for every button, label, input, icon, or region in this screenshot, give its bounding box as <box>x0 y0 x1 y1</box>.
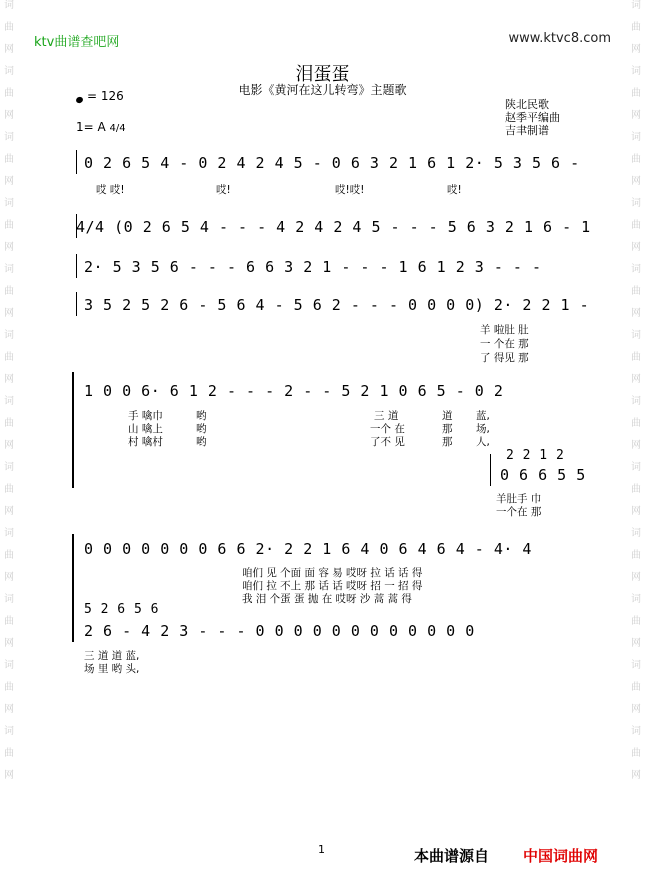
lyric-5b-b: 一个在 那 <box>496 506 542 518</box>
tempo-marking <box>76 89 124 103</box>
tempo-value: = 126 <box>87 89 124 103</box>
lyric-5-1a: 手 噙巾 <box>128 410 163 422</box>
site-url-right[interactable]: www.ktvc8.com <box>508 31 611 46</box>
left-watermark-column: 词 曲 网 词 曲 网 词 曲 网 词 曲 网 词 曲 网 词 曲 网 词 曲 网 词 曲 网 词 曲 网 词 曲 网 词 曲 网 词 曲 网 <box>4 0 14 781</box>
quarter-note-icon <box>75 96 84 104</box>
credit-origin: 陕北民歌 <box>505 98 549 111</box>
lyric-1a: 哎 哎! <box>96 184 125 196</box>
key-label: 1= A <box>76 120 106 134</box>
song-title: 泪蛋蛋 <box>295 64 350 85</box>
lyric-5-2d: 那 <box>442 423 453 435</box>
score-line-3: 2· 5 3 5 6 - - - 6 6 3 2 1 - - - 1 6 1 2 3 - - - <box>84 258 542 276</box>
lyric-5-3e: 人, <box>476 436 490 448</box>
lyric-6b: 咱们 拉 不上 那 话 话 哎呀 招 一 招 得 <box>242 580 423 592</box>
lyric-6c: 我 泪 个蛋 蛋 抛 在 哎呀 沙 蒿 蒿 得 <box>242 593 412 605</box>
lyric-5-3d: 那 <box>442 436 453 448</box>
lyric-5-3a: 村 噙村 <box>128 436 163 448</box>
score-line-2: 4/4 (0 2 6 5 4 - - - 4 2 4 2 4 5 - - - 5 6 3 2 1 6 - 1 <box>76 218 591 236</box>
key-signature <box>76 120 126 134</box>
lyric-5-2b: 哟 <box>196 423 207 435</box>
lyric-4c: 了 得见 那 <box>480 352 529 364</box>
credit-transcriber: 吉聿制谱 <box>505 124 549 137</box>
lyric-5-2c: 一个 在 <box>370 423 405 435</box>
score-line-7-upper: 5 2 6 5 6 <box>84 602 159 617</box>
credit-arranger: 赵季平编曲 <box>505 111 560 124</box>
lyric-5-3c: 了不 见 <box>370 436 405 448</box>
right-watermark-column: 词 曲 网 词 曲 网 词 曲 网 词 曲 网 词 曲 网 词 曲 网 词 曲 网 词 曲 网 词 曲 网 词 曲 网 词 曲 网 词 曲 网 <box>631 0 641 781</box>
barline <box>490 454 491 486</box>
source-label: 本曲谱源自 <box>414 847 490 865</box>
lyric-7b: 场 里 哟 头, <box>84 663 140 675</box>
system-bracket <box>72 372 74 488</box>
score-line-6: 0 0 0 0 0 0 0 6 6 2· 2 2 1 6 4 0 6 4 6 4 - 4· 4 <box>84 540 532 558</box>
lyric-6a: 咱们 见 个面 面 容 易 哎呀 拉 话 话 得 <box>242 567 423 579</box>
lyric-5b-a: 羊肚手 巾 <box>496 493 542 505</box>
lyric-5-1d: 道 <box>442 410 453 422</box>
score-line-5: 1 0 0 6· 6 1 2 - - - 2 - - 5 2 1 0 6 5 - 0 2 <box>84 382 504 400</box>
lyric-1b: 哎! <box>216 184 231 196</box>
lyric-1d: 哎! <box>447 184 462 196</box>
score-line-5b-upper: 2 2 1 2 <box>506 448 565 463</box>
score-line-7: 2 6 - 4 2 3 - - - 0 0 0 0 0 0 0 0 0 0 0 0 <box>84 622 475 640</box>
barline <box>76 150 77 174</box>
song-subtitle: 电影《黄河在这儿转弯》主题歌 <box>238 83 407 97</box>
site-name-left[interactable]: ktv曲谱查吧网 <box>34 35 120 50</box>
source-site-link[interactable]: 中国词曲网 <box>523 847 599 865</box>
lyric-5-1e: 蓝, <box>476 410 490 422</box>
lyric-4a: 羊 啦肚 肚 <box>480 324 529 336</box>
lyric-5-1b: 哟 <box>196 410 207 422</box>
barline <box>76 254 77 278</box>
page-number: 1 <box>318 843 325 856</box>
credits-block <box>505 98 560 137</box>
lyric-5-1c: 三 道 <box>374 410 399 422</box>
score-line-5b: 0 6 6 5 5 <box>500 466 586 484</box>
lyric-1c: 哎!哎! <box>335 184 365 196</box>
lyric-5-2e: 场, <box>476 423 490 435</box>
score-line-4: 3 5 2 5 2 6 - 5 6 4 - 5 6 2 - - - 0 0 0 0) 2· 2 2 1 - <box>84 296 590 314</box>
lyric-4b: 一 个在 那 <box>480 338 529 350</box>
system-bracket <box>72 534 74 642</box>
lyric-5-3b: 哟 <box>196 436 207 448</box>
time-signature: 4/4 <box>109 123 126 134</box>
lyric-7a: 三 道 道 蓝, <box>84 650 140 662</box>
barline <box>76 292 77 316</box>
lyric-5-2a: 山 噙上 <box>128 423 163 435</box>
score-line-1: 0 2 6 5 4 - 0 2 4 2 4 5 - 0 6 3 2 1 6 1 2· 5 3 5 6 - <box>84 154 580 172</box>
